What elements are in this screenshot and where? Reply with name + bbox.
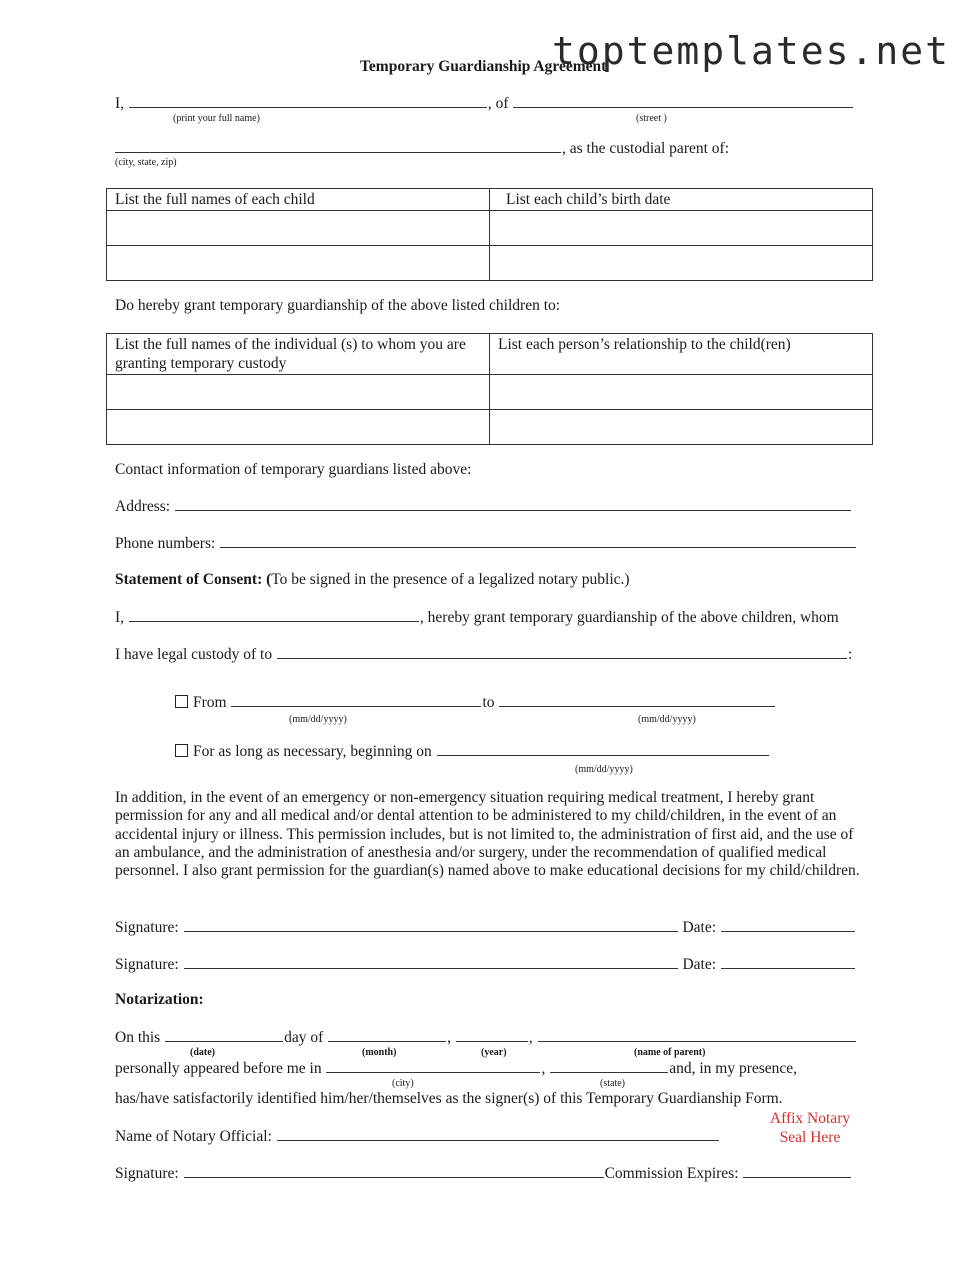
commission-expires-label: Commission Expires: xyxy=(604,1165,739,1182)
state-caption: (state) xyxy=(600,1078,625,1089)
from-to-checkbox[interactable] xyxy=(175,695,188,708)
consent-heading xyxy=(115,571,630,589)
consent-line-1-rest: , hereby grant temporary guardianship of the above children, whom xyxy=(419,609,839,626)
signature-label: Signature: xyxy=(115,919,179,936)
city-state-zip-caption: (city, state, zip) xyxy=(115,157,177,168)
day-of-label: day of xyxy=(284,1029,324,1046)
from-label: From xyxy=(193,694,227,711)
notary-seal-line-2: Seal Here xyxy=(779,1129,841,1146)
children-header-names: List the full names of each child xyxy=(107,189,490,211)
from-to-option xyxy=(175,693,776,712)
legal-custody-label: I have legal custody of to xyxy=(115,646,273,663)
signature-date-field[interactable] xyxy=(721,955,855,969)
month-caption: (month) xyxy=(362,1047,397,1058)
notarization-heading: Notarization: xyxy=(115,991,204,1008)
children-header-birthdates: List each child’s birth date xyxy=(490,189,873,211)
notary-year-field[interactable] xyxy=(456,1028,528,1042)
notary-month-field[interactable] xyxy=(328,1028,446,1042)
from-date-caption: (mm/dd/yyyy) xyxy=(289,714,347,725)
city-caption: (city) xyxy=(392,1078,414,1089)
consent-heading-bold: Statement of Consent: ( xyxy=(115,571,272,588)
comma-3: , xyxy=(541,1060,546,1077)
phone-label: Phone numbers: xyxy=(115,535,216,552)
child-name-cell[interactable] xyxy=(107,246,490,281)
address-label: Address: xyxy=(115,498,171,515)
guardian-name-cell[interactable] xyxy=(107,375,490,410)
notary-signature-field[interactable] xyxy=(184,1164,604,1178)
commission-expires-field[interactable] xyxy=(743,1164,851,1178)
from-date-field[interactable] xyxy=(231,693,481,707)
comma-1: , xyxy=(447,1029,452,1046)
identified-line: has/have satisfactorily identified him/her/themselves as the signer(s) of this Temporary Guardianship Form. xyxy=(115,1090,783,1107)
signature-field[interactable] xyxy=(184,955,678,969)
grant-line: Do hereby grant temporary guardianship of the above listed children to: xyxy=(115,297,561,314)
long-as-necessary-label: For as long as necessary, beginning on xyxy=(193,743,432,760)
guardians-header-names: List the full names of the individual (s) to whom you are granting temporary custody xyxy=(107,334,490,375)
intro-line-1 xyxy=(115,94,854,113)
long-as-necessary-checkbox[interactable] xyxy=(175,744,188,757)
street-caption: (street ) xyxy=(636,113,667,124)
long-as-necessary-option xyxy=(175,742,770,761)
phone-field[interactable] xyxy=(220,534,856,548)
consent-name-field[interactable] xyxy=(129,608,419,622)
address-line xyxy=(115,497,852,516)
notary-state-field[interactable] xyxy=(550,1059,668,1073)
child-birthdate-cell[interactable] xyxy=(490,211,873,246)
street-field[interactable] xyxy=(513,94,853,108)
signature-line-1 xyxy=(115,918,856,937)
notary-seal-line-1: Affix Notary xyxy=(769,1110,851,1127)
notary-day-field[interactable] xyxy=(165,1028,283,1042)
full-name-caption: (print your full name) xyxy=(173,113,260,124)
intro-line-2 xyxy=(115,139,729,158)
guardians-table xyxy=(106,333,873,445)
notary-seal-area xyxy=(762,1109,858,1147)
consent-heading-rest: To be signed in the presence of a legalized notary public.) xyxy=(271,571,630,588)
notary-signature-label: Signature: xyxy=(115,1165,179,1182)
watermark-text: toptemplates.net xyxy=(552,29,951,73)
on-this-label: On this xyxy=(115,1029,161,1046)
address-field[interactable] xyxy=(175,497,851,511)
notary-signature-line xyxy=(115,1164,852,1183)
medical-permission-paragraph: In addition, in the event of an emergency or non-emergency situation requiring medical treatment, I hereby grant permission for any and all medical and/or dental attention to be administered to my child/children, in the event of an accidental injury or illness. This permission includes, but is not limited to, the administration of first aid, and the use of an ambulance, and the administration of anesthesia and/or surgery, under the recommendation of qualified medical personnel. I also grant permission for the guardian(s) named above to make educational decisions for my child/children. xyxy=(115,789,860,880)
child-name-cell[interactable] xyxy=(107,211,490,246)
guardian-relationship-cell[interactable] xyxy=(490,410,873,445)
notary-name-label: Name of Notary Official: xyxy=(115,1128,272,1145)
notary-city-field[interactable] xyxy=(326,1059,540,1073)
signature-label: Signature: xyxy=(115,956,179,973)
guardians-header-relationship: List each person’s relationship to the child(ren) xyxy=(490,334,873,375)
notary-name-line xyxy=(115,1127,720,1146)
year-caption: (year) xyxy=(481,1047,507,1058)
signature-field[interactable] xyxy=(184,918,678,932)
parent-name-caption: (name of parent) xyxy=(634,1047,706,1058)
beginning-date-caption: (mm/dd/yyyy) xyxy=(575,764,633,775)
notary-place-line xyxy=(115,1059,797,1078)
guardian-name-cell[interactable] xyxy=(107,410,490,445)
guardian-relationship-cell[interactable] xyxy=(490,375,873,410)
consent-line-1 xyxy=(115,608,839,627)
beginning-date-field[interactable] xyxy=(437,742,769,756)
in-presence-label: and, in my presence, xyxy=(669,1060,798,1077)
city-state-zip-field[interactable] xyxy=(115,139,561,153)
legal-custody-field[interactable] xyxy=(277,645,847,659)
appeared-label: personally appeared before me in xyxy=(115,1060,322,1077)
signature-line-2 xyxy=(115,955,856,974)
phone-line xyxy=(115,534,857,553)
to-date-caption: (mm/dd/yyyy) xyxy=(638,714,696,725)
consent-line-2 xyxy=(115,645,852,664)
full-name-field[interactable] xyxy=(129,94,487,108)
signature-date-field[interactable] xyxy=(721,918,855,932)
date-label: Date: xyxy=(682,919,717,936)
notary-date-line xyxy=(115,1028,857,1047)
date-label: Date: xyxy=(682,956,717,973)
intro-of-label: , of xyxy=(487,95,509,112)
custodial-parent-label: , as the custodial parent of: xyxy=(562,140,730,157)
child-birthdate-cell[interactable] xyxy=(490,246,873,281)
to-date-field[interactable] xyxy=(499,693,775,707)
parent-name-field[interactable] xyxy=(538,1028,856,1042)
notary-name-field[interactable] xyxy=(277,1127,719,1141)
to-label: to xyxy=(482,694,495,711)
intro-i-label: I, xyxy=(115,95,125,112)
contact-heading: Contact information of temporary guardians listed above: xyxy=(115,461,472,478)
children-table xyxy=(106,188,873,281)
date-caption: (date) xyxy=(190,1047,215,1058)
legal-custody-colon: : xyxy=(847,646,853,663)
comma-2: , xyxy=(528,1029,533,1046)
consent-i-label: I, xyxy=(115,609,125,626)
document-title: Temporary Guardianship Agreement xyxy=(360,58,607,75)
